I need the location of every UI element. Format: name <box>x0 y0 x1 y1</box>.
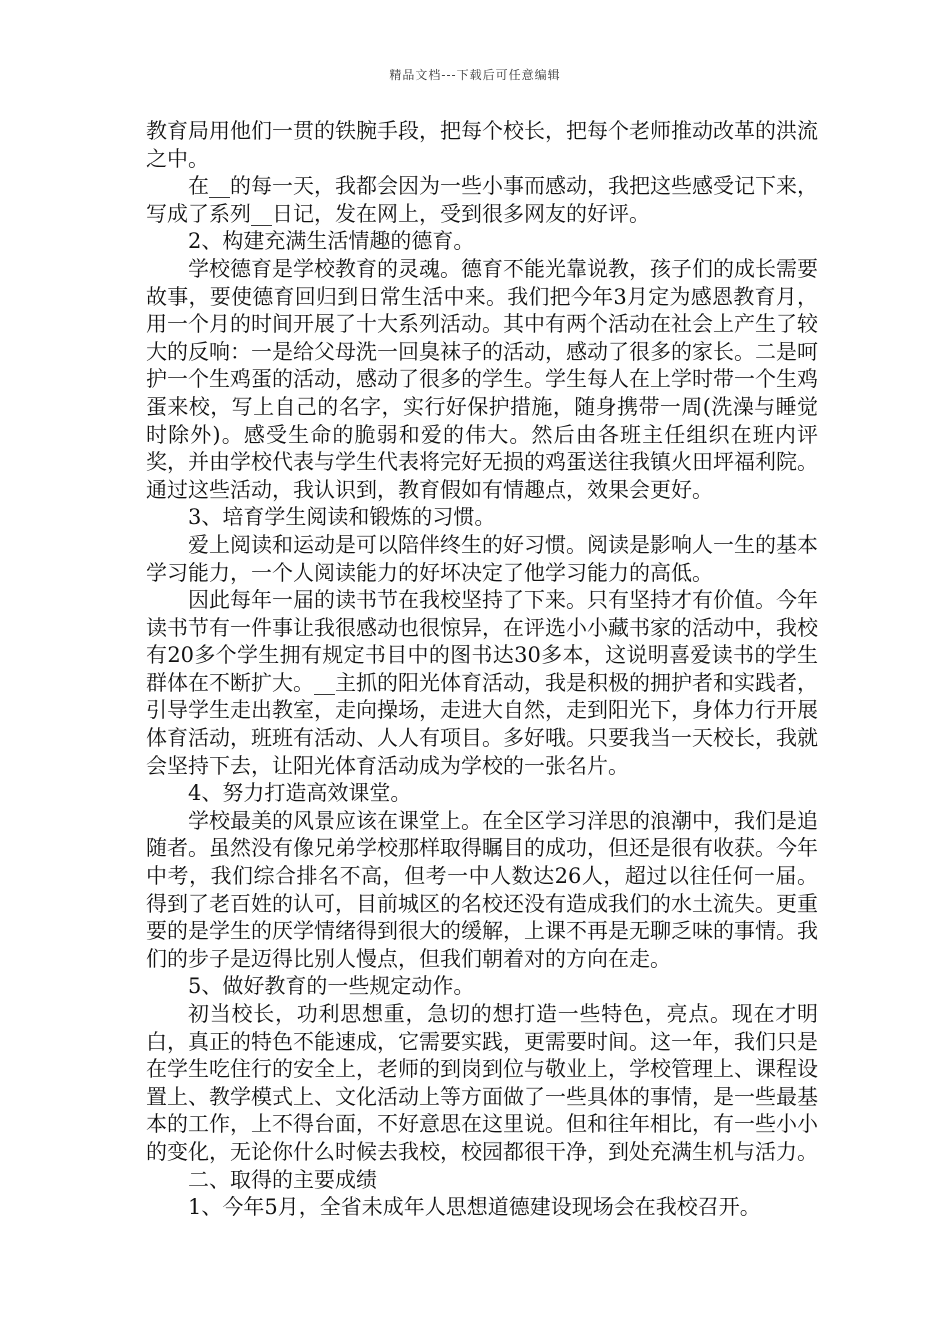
paragraph: 学校最美的风景应该在课堂上。在全区学习洋思的浪潮中，我们是追随者。虽然没有像兄弟学校那样取得瞩目的成功，但还是很有收获。今年中考，我们综合排名不高，但考一中人数达26人，超过以往任何一届。得到了老百姓的认可，目前城区的名校还没有造成我们的水土流失。更重要的是学生的厌学情绪得到很大的缓解，上课不再是无聊乏味的事情。我们的步子是迈得比别人慢点，但我们朝着对的方向在走。 <box>146 808 818 971</box>
section-heading: 5、做好教育的一些规定动作。 <box>188 974 475 999</box>
section-heading: 2、构建充满生活情趣的德育。 <box>188 229 475 254</box>
paragraph: 学校德育是学校教育的灵魂。德育不能光靠说教，孩子们的成长需要故事，要使德育回归到日常生活中来。我们把今年3月定为感恩教育月，用一个月的时间开展了十大系列活动。其中有两个活动在社会上产生了较大的反响：一是给父母洗一回臭袜子的活动，感动了很多的家长。二是呵护一个生鸡蛋的活动，感动了很多的学生。学生每人在上学时带一个生鸡蛋来校，写上自己的名字，实行好保护措施，随身携带一周(洗澡与睡觉时除外)。感受生命的脆弱和爱的伟大。然后由各班主任组织在班内评奖，并由学校代表与学生代表将完好无损的鸡蛋送往我镇火田坪福利院。通过这些活动，我认识到，教育假如有情趣点，效果会更好。 <box>146 256 818 502</box>
section-heading: 4、努力打造高效课堂。 <box>188 781 412 806</box>
paragraph: 因此每年一届的读书节在我校坚持了下来。只有坚持才有价值。今年读书节有一件事让我很感动也很惊异，在评选小小藏书家的活动中，我校有20多个学生拥有规定书目中的图书达30多本，这说明喜爱读书的学生群体在不断扩大。__主抓的阳光体育活动，我是积极的拥护者和实践者，引导学生走出教室，走向操场，走进大自然，走到阳光下，身体力行开展体育活动，班班有活动、人人有项目。多好哦。只要我当一天校长，我就会坚持下去，让阳光体育活动成为学校的一张名片。 <box>146 588 818 778</box>
page-header: 精品文档---下载后可任意编辑 <box>389 68 561 82</box>
document-body <box>146 118 818 1222</box>
paragraph: 1、今年5月，全省未成年人思想道德建设现场会在我校召开。 <box>188 1195 761 1220</box>
paragraph: 初当校长，功利思想重，急切的想打造一些特色，亮点。现在才明白，真正的特色不能速成，它需要实践，更需要时间。这一年，我们只是在学生吃住行的安全上，老师的到岗到位与敬业上，学校管理上、课程设置上、教学模式上、文化活动上等方面做了一些具体的事情，是一些最基本的工作，上不得台面，不好意思在这里说。但和往年相比，有一些小小的变化，无论你什么时候去我校，校园都很干净，到处充满生机与活力。 <box>146 1002 818 1164</box>
paragraph: 教育局用他们一贯的铁腕手段，把每个校长，把每个老师推动改革的洪流之中。 <box>146 119 818 171</box>
section-heading: 3、培育学生阅读和锻炼的习惯。 <box>188 505 496 530</box>
section-heading: 二、取得的主要成绩 <box>188 1167 377 1192</box>
paragraph: 爱上阅读和运动是可以陪伴终生的好习惯。阅读是影响人一生的基本学习能力，一个人阅读能力的好坏决定了他学习能力的高低。 <box>146 532 818 585</box>
paragraph: 在__的每一天，我都会因为一些小事而感动，我把这些感受记下来，写成了系列__日记，发在网上，受到很多网友的好评。 <box>146 174 818 226</box>
